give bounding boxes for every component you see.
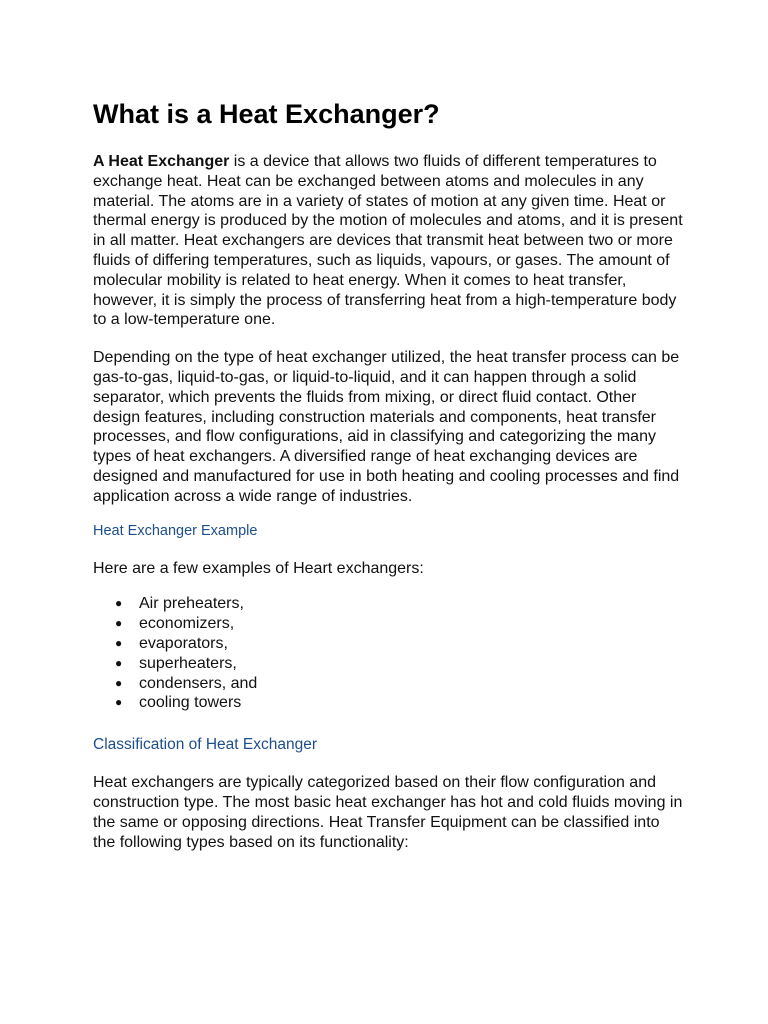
list-item-label: evaporators, xyxy=(139,634,228,652)
list-item xyxy=(115,634,683,654)
bullet-icon: ● xyxy=(115,695,123,710)
page-title: What is a Heat Exchanger? xyxy=(93,99,440,129)
example-heading: Heat Exchanger Example xyxy=(93,522,258,539)
intro-text: is a device that allows two fluids of different temperatures to exchange heat. Heat can be exchanged between atoms and molecules in any material. The atoms are in a variety of states of motion at any given time. Heat or thermal energy is produced by the motion of molecules and atoms, and it is present in all matter. Heat exchangers are devices that transmit heat between two or more fluids of differing temperatures, such as liquids, vapours, or gases. The amount of molecular mobility is related to heat energy. When it comes to heat transfer, however, it is simply the process of transferring heat from a high-temperature body to a low-temperature one. xyxy=(93,153,683,329)
list-item xyxy=(115,693,683,713)
bullet-icon: ● xyxy=(115,635,123,650)
intro-paragraph xyxy=(93,152,683,330)
examples-intro: Here are a few examples of Heart exchangers: xyxy=(93,559,424,577)
list-item-label: Air preheaters, xyxy=(139,595,244,613)
list-item xyxy=(115,594,683,614)
list-item xyxy=(115,614,683,634)
bullet-icon: ● xyxy=(115,655,123,670)
classification-heading: Classification of Heat Exchanger xyxy=(93,736,318,754)
intro-bold-term: A Heat Exchanger xyxy=(93,153,230,170)
examples-list xyxy=(93,594,683,713)
list-item xyxy=(115,674,683,694)
process-paragraph: Depending on the type of heat exchanger utilized, the heat transfer process can be gas-to-gas, liquid-to-gas, or liquid-to-liquid, and it can happen through a solid separator, which prevents the fluids from mixing, or direct fluid contact. Other design features, including construction materials and components, heat transfer processes, and flow configurations, aid in classifying and categorizing the many types of heat exchangers. A diversified range of heat exchanging devices are designed and manufactured for use in both heating and cooling processes and find application across a wide range of industries. xyxy=(93,349,680,505)
list-item-label: cooling towers xyxy=(139,694,242,712)
bullet-icon: ● xyxy=(115,596,123,611)
bullet-icon: ● xyxy=(115,616,123,631)
list-item xyxy=(115,654,683,674)
list-item-label: condensers, and xyxy=(139,674,258,692)
list-item-label: superheaters, xyxy=(139,654,237,672)
document-page xyxy=(93,96,683,852)
list-item-label: economizers, xyxy=(139,615,235,633)
classification-paragraph: Heat exchangers are typically categorized based on their flow configuration and construction type. The most basic heat exchanger has hot and cold fluids moving in the same or opposing directions. Heat Transfer Equipment can be classified into the following types based on its functionality: xyxy=(93,774,683,851)
bullet-icon: ● xyxy=(115,675,123,690)
